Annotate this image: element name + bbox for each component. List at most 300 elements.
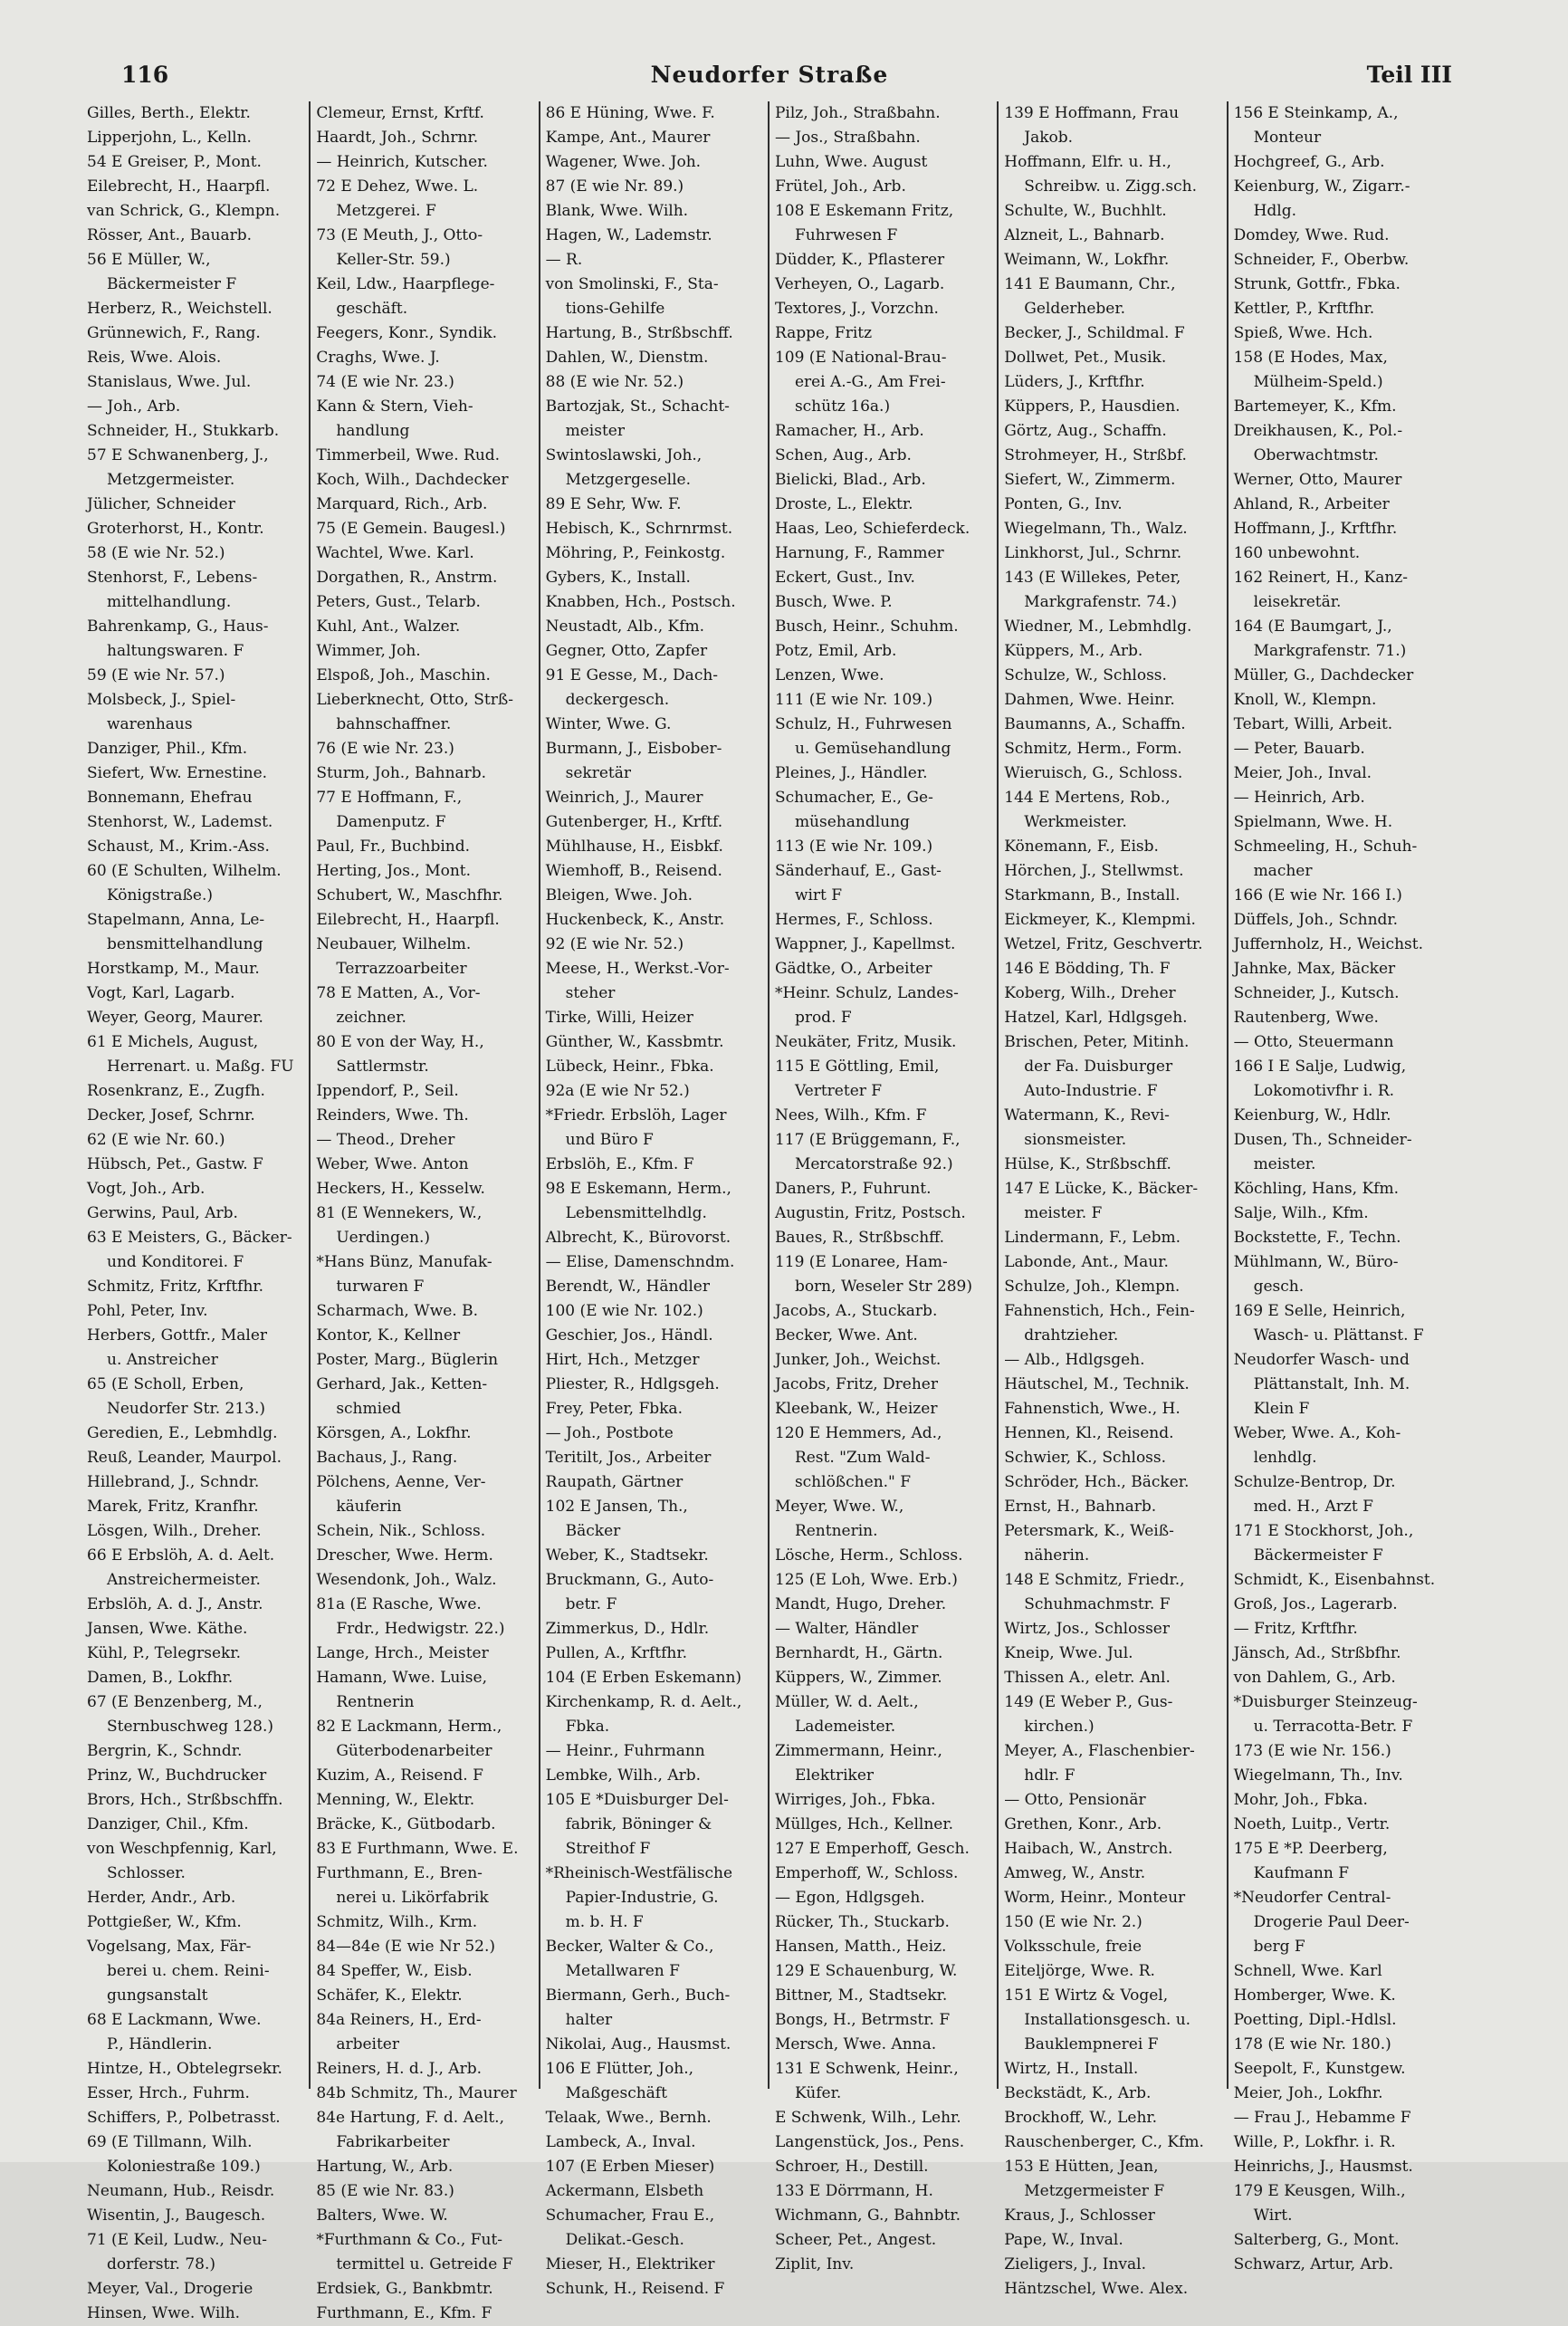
directory-entry-line: Mieser, H., Elektriker bbox=[545, 2255, 715, 2273]
directory-entry-line: 75 (E Gemein. Baugesl.) bbox=[316, 520, 506, 538]
directory-entry-line: Timmerbeil, Wwe. Rud. bbox=[316, 446, 501, 464]
directory-entry-line: Küppers, W., Zimmer. bbox=[774, 1669, 942, 1687]
directory-entry-line: Salterberg, G., Mont. bbox=[1233, 2231, 1400, 2249]
directory-entry-line: 117 (E Brüggemann, F., bbox=[774, 1131, 961, 1149]
directory-entry-line: Hermes, F., Schloss. bbox=[774, 911, 933, 929]
directory-entry-line: dorferstr. 78.) bbox=[107, 2255, 216, 2273]
directory-entry-line: Wirtz, H., Install. bbox=[1004, 2060, 1139, 2078]
directory-entry-line: Frütel, Joh., Arb. bbox=[774, 177, 906, 196]
directory-entry-line: 108 E Eskemann Fritz, bbox=[774, 202, 954, 220]
column-3 bbox=[540, 101, 770, 2298]
directory-entry-line: Baumanns, A., Schaffn. bbox=[1004, 715, 1186, 733]
directory-entry-line: 129 E Schauenburg, W. bbox=[774, 1962, 958, 1980]
directory-entry-line: Nees, Wilh., Kfm. F bbox=[774, 1106, 927, 1125]
directory-entry-line: 62 (E wie Nr. 60.) bbox=[87, 1131, 225, 1149]
directory-entry-line: Bockstette, F., Techn. bbox=[1233, 1229, 1401, 1247]
page-header bbox=[87, 58, 1452, 98]
directory-entry-line: 158 (E Hodes, Max, bbox=[1233, 349, 1388, 367]
directory-entry-line: Wachtel, Wwe. Karl. bbox=[316, 544, 474, 562]
directory-entry-line: Scheer, Pet., Angest. bbox=[774, 2231, 937, 2249]
directory-entry-line: von Dahlem, G., Arb. bbox=[1233, 1669, 1396, 1687]
directory-entry-line: Huckenbeck, K., Anstr. bbox=[545, 911, 725, 929]
directory-entry-line: Meyer, Val., Drogerie bbox=[87, 2280, 253, 2298]
directory-entry-line: Görtz, Aug., Schaffn. bbox=[1004, 422, 1167, 440]
directory-entry-line: deckergesch. bbox=[565, 691, 670, 709]
directory-entry-line: und Büro F bbox=[565, 1131, 654, 1149]
directory-entry-line: Papier-Industrie, G. bbox=[565, 1889, 719, 1907]
directory-entry-line: Burmann, J., Eisbober- bbox=[545, 740, 722, 758]
directory-entry-line: Neudorfer Wasch- und bbox=[1233, 1351, 1410, 1369]
directory-entry-line: Clemeur, Ernst, Krftf. bbox=[316, 104, 484, 122]
directory-entry-line: Ramacher, H., Arb. bbox=[774, 422, 924, 440]
directory-entry-line: haltungswaren. F bbox=[107, 642, 244, 660]
directory-entry-line: Kleebank, W., Heizer bbox=[774, 1400, 938, 1418]
directory-entry-line: betr. F bbox=[565, 1595, 617, 1613]
directory-entry-line: Marquard, Rich., Arb. bbox=[316, 495, 488, 513]
directory-entry-line: Amweg, W., Anstr. bbox=[1004, 1864, 1146, 1882]
directory-entry-line: Schulte, W., Buchhlt. bbox=[1004, 202, 1167, 220]
directory-entry-line: Schröder, Hch., Bäcker. bbox=[1004, 1473, 1190, 1491]
directory-entry-line: Beckstädt, K., Arb. bbox=[1004, 2084, 1152, 2102]
directory-entry-line: Eickmeyer, K., Klempmi. bbox=[1004, 911, 1196, 929]
directory-entry-line: Brischen, Peter, Mitinh. bbox=[1004, 1033, 1190, 1051]
directory-entry-line: Hdlg. bbox=[1253, 202, 1296, 220]
street-title: Neudorfer Straße bbox=[650, 62, 889, 88]
directory-entry-line: Schmidt, K., Eisenbahnst. bbox=[1233, 1571, 1436, 1589]
directory-entry-line: müsehandlung bbox=[794, 813, 910, 831]
directory-entry-line: mittelhandlung. bbox=[107, 593, 232, 611]
directory-entry-line: Tirke, Willi, Heizer bbox=[545, 1009, 693, 1027]
directory-entry-line: Reiners, H. d. J., Arb. bbox=[316, 2060, 482, 2078]
directory-entry-line: Gerwins, Paul, Arb. bbox=[87, 1204, 238, 1222]
directory-entry-line: Spielmann, Wwe. H. bbox=[1233, 813, 1393, 831]
directory-entry-line: drahtzieher. bbox=[1024, 1326, 1119, 1345]
directory-entry-line: Weyer, Georg, Maurer. bbox=[87, 1009, 263, 1027]
directory-entry-line: Gybers, K., Install. bbox=[545, 569, 691, 587]
directory-entry-line: Wappner, J., Kapellmst. bbox=[774, 935, 956, 953]
directory-entry-line: meister bbox=[565, 422, 625, 440]
directory-entry-line: schütz 16a.) bbox=[794, 397, 891, 416]
directory-entry-line: Swintoslawski, Joh., bbox=[545, 446, 703, 464]
directory-entry-line: Herbers, Gottfr., Maler bbox=[87, 1326, 268, 1345]
column-4 bbox=[770, 101, 999, 2273]
directory-entry-line: Kraus, J., Schlosser bbox=[1004, 2206, 1155, 2225]
directory-entry-line: 91 E Gesse, M., Dach- bbox=[545, 666, 719, 684]
directory-entry-line: Vogt, Karl, Lagarb. bbox=[87, 984, 235, 1002]
directory-entry-line: — Fritz, Krftfhr. bbox=[1233, 1620, 1358, 1638]
directory-entry-line: Balters, Wwe. W. bbox=[316, 2206, 448, 2225]
directory-entry-line: Anstreichermeister. bbox=[107, 1571, 261, 1589]
directory-entry-line: lenhdlg. bbox=[1253, 1449, 1317, 1467]
directory-entry-line: Pölchens, Aenne, Ver- bbox=[316, 1473, 486, 1491]
directory-entry-line: Sänderhauf, E., Gast- bbox=[774, 862, 942, 880]
directory-entry-line: Pilz, Joh., Straßbahn. bbox=[774, 104, 941, 122]
directory-entry-line: Bräcke, K., Gütbodarb. bbox=[316, 1815, 496, 1833]
directory-entry-line: Neudorfer Str. 213.) bbox=[107, 1400, 266, 1418]
directory-entry-line: 65 (E Scholl, Erben, bbox=[87, 1375, 244, 1393]
directory-entry-line: Luhn, Wwe. August bbox=[774, 153, 928, 171]
directory-entry-line: 84a Reiners, H., Erd- bbox=[316, 2011, 482, 2029]
directory-entry-line: Groß, Jos., Lagerarb. bbox=[1233, 1595, 1398, 1613]
directory-entry-line: 119 (E Lonaree, Ham- bbox=[774, 1253, 948, 1271]
directory-entry-line: tions-Gehilfe bbox=[565, 300, 665, 318]
directory-entry-line: 67 (E Benzenberg, M., bbox=[87, 1693, 263, 1711]
directory-entry-line: käuferin bbox=[336, 1498, 402, 1516]
directory-entry-line: Zimmerkus, D., Hdlr. bbox=[545, 1620, 710, 1638]
directory-entry-line: Hintze, H., Obtelegrsekr. bbox=[87, 2060, 282, 2078]
directory-entry-line: Könemann, F., Eisb. bbox=[1004, 838, 1159, 856]
directory-entry-line: Werner, Otto, Maurer bbox=[1233, 471, 1402, 489]
directory-entry-line: Wimmer, Joh. bbox=[316, 642, 421, 660]
directory-entry-line: Schnell, Wwe. Karl bbox=[1233, 1962, 1382, 1980]
directory-entry-line: Lokomotivfhr i. R. bbox=[1253, 1082, 1395, 1100]
directory-entry-line: 92 (E wie Nr. 52.) bbox=[545, 935, 684, 953]
directory-entry-line: Neumann, Hub., Reisdr. bbox=[87, 2182, 275, 2200]
directory-entry-line: meister. bbox=[1253, 1155, 1316, 1173]
directory-entry-line: Frey, Peter, Fbka. bbox=[545, 1400, 683, 1418]
directory-entry-line: Ackermann, Elsbeth bbox=[545, 2182, 704, 2200]
directory-entry-line: turwaren F bbox=[336, 1278, 425, 1296]
directory-entry-line: *Hans Bünz, Manufak- bbox=[316, 1253, 492, 1271]
directory-entry-line: Jänsch, Ad., Strßbfhr. bbox=[1233, 1644, 1401, 1662]
directory-entry-line: Müller, G., Dachdecker bbox=[1233, 666, 1414, 684]
directory-entry-line: Wesendonk, Joh., Walz. bbox=[316, 1571, 497, 1589]
directory-entry-line: Reis, Wwe. Alois. bbox=[87, 349, 222, 367]
directory-entry-line: Bäckermeister F bbox=[1253, 1546, 1383, 1565]
directory-entry-line: Kneip, Wwe. Jul. bbox=[1004, 1644, 1133, 1662]
directory-entry-line: Lembke, Wilh., Arb. bbox=[545, 1766, 702, 1785]
directory-entry-line: Müllges, Hch., Kellner. bbox=[774, 1815, 953, 1833]
directory-entry-line: Becker, Wwe. Ant. bbox=[774, 1326, 918, 1345]
directory-entry-line: 151 E Wirtz & Vogel, bbox=[1004, 1986, 1169, 2005]
directory-entry-line: Esser, Hrch., Fuhrm. bbox=[87, 2084, 250, 2102]
directory-entry-line: Kettler, P., Krftfhr. bbox=[1233, 300, 1375, 318]
directory-entry-line: Wiedner, M., Lebmhdlg. bbox=[1004, 617, 1192, 636]
directory-entry-line: E Schwenk, Wilh., Lehr. bbox=[774, 2109, 961, 2127]
directory-entry-line: Pohl, Peter, Inv. bbox=[87, 1302, 208, 1320]
directory-entry-line: Schumacher, Frau E., bbox=[545, 2206, 715, 2225]
directory-entry-line: Eiteljörge, Wwe. R. bbox=[1004, 1962, 1155, 1980]
directory-entry-line: Berendt, W., Händler bbox=[545, 1278, 710, 1296]
directory-entry-line: Bauklempnerei F bbox=[1024, 2035, 1159, 2053]
directory-entry-line: Ponten, G., Inv. bbox=[1004, 495, 1123, 513]
directory-entry-line: — Joh., Postbote bbox=[545, 1424, 674, 1442]
directory-entry-line: sekretär bbox=[565, 764, 631, 782]
directory-entry-line: 149 (E Weber P., Gus- bbox=[1004, 1693, 1173, 1711]
directory-entry-line: Heckers, H., Kesselw. bbox=[316, 1180, 485, 1198]
directory-entry-line: Wiegelmann, Th., Walz. bbox=[1004, 520, 1188, 538]
directory-entry-line: Keil, Ldw., Haarpflege- bbox=[316, 275, 495, 293]
directory-entry-line: Vogelsang, Max, Fär- bbox=[87, 1938, 252, 1956]
directory-entry-line: Stenhorst, W., Lademst. bbox=[87, 813, 273, 831]
directory-entry-line: Ahland, R., Arbeiter bbox=[1233, 495, 1390, 513]
directory-entry-line: Wieruisch, G., Schloss. bbox=[1004, 764, 1183, 782]
directory-entry-line: Eilebrecht, H., Haarpfl. bbox=[87, 177, 271, 196]
directory-entry-line: von Smolinski, F., Sta- bbox=[545, 275, 719, 293]
directory-entry-line: 68 E Lackmann, Wwe. bbox=[87, 2011, 262, 2029]
directory-entry-line: Groterhorst, H., Kontr. bbox=[87, 520, 264, 538]
directory-entry-line: Tebart, Willi, Arbeit. bbox=[1233, 715, 1393, 733]
directory-entry-line: Lademeister. bbox=[794, 1718, 896, 1736]
directory-entry-line: Neukäter, Fritz, Musik. bbox=[774, 1033, 957, 1051]
directory-entry-line: Möhring, P., Feinkostg. bbox=[545, 544, 726, 562]
directory-entry-line: Kuzim, A., Reisend. F bbox=[316, 1766, 483, 1785]
directory-entry-line: Dollwet, Pet., Musik. bbox=[1004, 349, 1167, 367]
directory-entry-line: Meyer, A., Flaschenbier- bbox=[1004, 1742, 1195, 1760]
directory-entry-line: Hoffmann, J., Krftfhr. bbox=[1233, 520, 1398, 538]
directory-entry-line: Hoffmann, Elfr. u. H., bbox=[1004, 153, 1171, 171]
directory-entry-line: Lübeck, Heinr., Fbka. bbox=[545, 1058, 714, 1076]
directory-entry-line: — Theod., Dreher bbox=[316, 1131, 455, 1149]
directory-entry-line: Wirt. bbox=[1253, 2206, 1293, 2225]
directory-entry-line: 76 (E wie Nr. 23.) bbox=[316, 740, 454, 758]
directory-entry-line: halter bbox=[565, 2011, 613, 2029]
directory-entry-line: Kühl, P., Telegrsekr. bbox=[87, 1644, 242, 1662]
directory-entry-line: Geschier, Jos., Händl. bbox=[545, 1326, 713, 1345]
directory-entry-line: Spieß, Wwe. Hch. bbox=[1233, 324, 1373, 342]
directory-entry-line: Knabben, Hch., Postsch. bbox=[545, 593, 736, 611]
directory-entry-line: Schneider, H., Stukkarb. bbox=[87, 422, 280, 440]
directory-entry-line: Terrazzoarbeiter bbox=[336, 960, 467, 978]
directory-entry-line: — Jos., Straßbahn. bbox=[774, 129, 921, 147]
directory-entry-line: 77 E Hoffmann, F., bbox=[316, 789, 463, 807]
directory-entry-line: Haas, Leo, Schieferdeck. bbox=[774, 520, 970, 538]
directory-entry-line: Scharmach, Wwe. B. bbox=[316, 1302, 479, 1320]
directory-entry-line: Stapelmann, Anna, Le- bbox=[87, 911, 265, 929]
directory-entry-line: Siefert, W., Zimmerm. bbox=[1004, 471, 1176, 489]
directory-entry-line: Jansen, Wwe. Käthe. bbox=[87, 1620, 248, 1638]
directory-entry-line: Lipperjohn, L., Kelln. bbox=[87, 129, 252, 147]
directory-entry-line: bensmittelhandlung bbox=[107, 935, 263, 953]
directory-entry-line: Metzgermeister F bbox=[1024, 2182, 1165, 2200]
directory-entry-line: — Alb., Hdlgsgeh. bbox=[1004, 1351, 1145, 1369]
directory-entry-line: Ernst, H., Bahnarb. bbox=[1004, 1498, 1157, 1516]
directory-entry-line: 150 (E wie Nr. 2.) bbox=[1004, 1913, 1143, 1931]
directory-entry-line: 127 E Emperhoff, Gesch. bbox=[774, 1840, 970, 1858]
directory-entry-line: Fahnenstich, Wwe., H. bbox=[1004, 1400, 1181, 1418]
directory-entry-line: Häntzschel, Wwe. Alex. bbox=[1004, 2280, 1189, 2298]
directory-entry-line: 81a (E Rasche, Wwe. bbox=[316, 1595, 482, 1613]
directory-entry-line: Erdsiek, G., Bankbmtr. bbox=[316, 2280, 493, 2298]
page-number: 116 bbox=[121, 62, 169, 88]
directory-entry-line: — Joh., Arb. bbox=[87, 397, 181, 416]
directory-entry-line: Bahrenkamp, G., Haus- bbox=[87, 617, 269, 636]
directory-entry-line: Schaust, M., Krim.-Ass. bbox=[87, 838, 270, 856]
directory-entry-line: Zimmermann, Heinr., bbox=[774, 1742, 942, 1760]
directory-entry-line: Gilles, Berth., Elektr. bbox=[87, 104, 251, 122]
directory-entry-line: 84—84e (E wie Nr 52.) bbox=[316, 1938, 496, 1956]
directory-entry-line: macher bbox=[1253, 862, 1313, 880]
directory-entry-line: Brors, Hch., Strßbschffn. bbox=[87, 1791, 283, 1809]
directory-entry-line: Bergrin, K., Schndr. bbox=[87, 1742, 243, 1760]
directory-entry-line: handlung bbox=[336, 422, 410, 440]
directory-entry-line: Fuhrwesen F bbox=[794, 226, 898, 244]
directory-entry-line: P., Händlerin. bbox=[107, 2035, 213, 2053]
directory-entry-line: Homberger, Wwe. K. bbox=[1233, 1986, 1396, 2005]
directory-entry-line: Lieberknecht, Otto, Strß- bbox=[316, 691, 513, 709]
directory-entry-line: Neustadt, Alb., Kfm. bbox=[545, 617, 705, 636]
directory-entry-line: Gegner, Otto, Zapfer bbox=[545, 642, 708, 660]
directory-entry-line: Wisentin, J., Baugesch. bbox=[87, 2206, 266, 2225]
directory-entry-line: 164 (E Baumgart, J., bbox=[1233, 617, 1392, 636]
directory-entry-line: Uerdingen.) bbox=[336, 1229, 431, 1247]
directory-entry-line: Rautenberg, Wwe. bbox=[1233, 1009, 1379, 1027]
directory-entry-line: Domdey, Wwe. Rud. bbox=[1233, 226, 1390, 244]
directory-entry-line: — Heinrich, Kutscher. bbox=[316, 153, 488, 171]
directory-entry-line: Furthmann, E., Kfm. F bbox=[316, 2304, 492, 2322]
directory-entry-line: Meier, Joh., Lokfhr. bbox=[1233, 2084, 1383, 2102]
directory-entry-line: 56 E Müller, W., bbox=[87, 251, 211, 269]
directory-entry-line: Haibach, W., Anstrch. bbox=[1004, 1840, 1173, 1858]
directory-entry-line: van Schrick, G., Klempn. bbox=[87, 202, 281, 220]
directory-entry-line: born, Weseler Str 289) bbox=[794, 1278, 972, 1296]
directory-entry-line: 80 E von der Way, H., bbox=[316, 1033, 484, 1051]
directory-entry-line: Pottgießer, W., Kfm. bbox=[87, 1913, 242, 1931]
directory-entry-line: 84e Hartung, F. d. Aelt., bbox=[316, 2109, 504, 2127]
directory-entry-line: 92a (E wie Nr 52.) bbox=[545, 1082, 690, 1100]
directory-entry-line: 148 E Schmitz, Friedr., bbox=[1004, 1571, 1185, 1589]
directory-entry-line: termittel u. Getreide F bbox=[336, 2255, 513, 2273]
directory-entry-line: Koch, Wilh., Dachdecker bbox=[316, 471, 509, 489]
directory-entry-line: Bäckermeister F bbox=[107, 275, 237, 293]
directory-entry-line: Schulze-Bentrop, Dr. bbox=[1233, 1473, 1396, 1491]
directory-entry-line: Metzgergeselle. bbox=[565, 471, 692, 489]
directory-entry-line: Metzgerei. F bbox=[336, 202, 436, 220]
directory-entry-line: 160 unbewohnt. bbox=[1233, 544, 1361, 562]
directory-entry-line: Jacobs, Fritz, Dreher bbox=[774, 1375, 938, 1393]
directory-entry-line: 109 (E National-Brau- bbox=[774, 349, 947, 367]
directory-entry-line: Bachaus, J., Rang. bbox=[316, 1449, 458, 1467]
directory-entry-line: Meese, H., Werkst.-Vor- bbox=[545, 960, 730, 978]
directory-entry-line: 54 E Greiser, P., Mont. bbox=[87, 153, 262, 171]
directory-entry-line: Wiegelmann, Th., Inv. bbox=[1233, 1766, 1403, 1785]
directory-entry-line: kirchen.) bbox=[1024, 1718, 1095, 1736]
directory-entry-line: 111 (E wie Nr. 109.) bbox=[774, 691, 933, 709]
directory-entry-line: Langenstück, Jos., Pens. bbox=[774, 2133, 965, 2151]
directory-entry-line: — Frau J., Hebamme F bbox=[1233, 2109, 1411, 2127]
directory-entry-line: Hochgreef, G., Arb. bbox=[1233, 153, 1385, 171]
directory-entry-line: Kampe, Ant., Maurer bbox=[545, 129, 711, 147]
directory-entry-line: *Duisburger Steinzeug- bbox=[1233, 1693, 1418, 1711]
directory-entry-line: der Fa. Duisburger bbox=[1024, 1058, 1173, 1076]
directory-entry-line: Stanislaus, Wwe. Jul. bbox=[87, 373, 252, 391]
directory-entry-line: Ippendorf, P., Seil. bbox=[316, 1082, 459, 1100]
directory-entry-line: Koberg, Wilh., Dreher bbox=[1004, 984, 1176, 1002]
part-label: Teil III bbox=[1366, 62, 1452, 88]
directory-entry-line: Keienburg, W., Zigarr.- bbox=[1233, 177, 1410, 196]
directory-entry-line: Geredien, E., Lebmhdlg. bbox=[87, 1424, 278, 1442]
directory-entry-line: Schulze, Joh., Klempn. bbox=[1004, 1278, 1181, 1296]
directory-entry-line: Hübsch, Pet., Gastw. F bbox=[87, 1155, 263, 1173]
directory-entry-line: Gelderheber. bbox=[1024, 300, 1126, 318]
directory-entry-line: Decker, Josef, Schrnr. bbox=[87, 1106, 255, 1125]
directory-entry-line: Daners, P., Fuhrunt. bbox=[774, 1180, 932, 1198]
directory-entry-line: Juffernholz, H., Weichst. bbox=[1233, 935, 1423, 953]
directory-entry-line: Metallwaren F bbox=[565, 1962, 680, 1980]
directory-entry-line: 156 E Steinkamp, A., bbox=[1233, 104, 1399, 122]
directory-entry-line: Potz, Emil, Arb. bbox=[774, 642, 897, 660]
directory-entry-line: Oberwachtmstr. bbox=[1253, 446, 1379, 464]
directory-entry-line: 105 E *Duisburger Del- bbox=[545, 1791, 729, 1809]
directory-entry-line: Pape, W., Inval. bbox=[1004, 2231, 1123, 2249]
directory-entry-line: steher bbox=[565, 984, 616, 1002]
directory-entry-line: fabrik, Böninger & bbox=[565, 1815, 712, 1833]
directory-entry-line: 58 (E wie Nr. 52.) bbox=[87, 544, 225, 562]
directory-entry-line: 87 (E wie Nr. 89.) bbox=[545, 177, 684, 196]
directory-entry-line: Weinrich, J., Maurer bbox=[545, 789, 703, 807]
directory-entry-line: Watermann, K., Revi- bbox=[1004, 1106, 1170, 1125]
directory-entry-line: Schneider, F., Oberbw. bbox=[1233, 251, 1410, 269]
directory-entry-line: Erbslöh, A. d. J., Anstr. bbox=[87, 1595, 263, 1613]
directory-entry-line: 166 I E Salje, Ludwig, bbox=[1233, 1058, 1407, 1076]
directory-entry-line: 74 (E wie Nr. 23.) bbox=[316, 373, 454, 391]
directory-entry-line: wirt F bbox=[794, 886, 843, 905]
directory-entry-line: 82 E Lackmann, Herm., bbox=[316, 1718, 502, 1736]
column-6 bbox=[1229, 101, 1458, 2273]
directory-entry-line: Droste, L., Elektr. bbox=[774, 495, 913, 513]
directory-entry-line: Zieligers, J., Inval. bbox=[1004, 2255, 1146, 2273]
directory-entry-line: Damen, B., Lokfhr. bbox=[87, 1669, 234, 1687]
directory-entry-line: Schroer, H., Destill. bbox=[774, 2158, 929, 2176]
directory-entry-line: Herting, Jos., Mont. bbox=[316, 862, 472, 880]
directory-entry-line: Weber, K., Stadtsekr. bbox=[545, 1546, 709, 1565]
directory-entry-line: Baues, R., Strßbschff. bbox=[774, 1229, 945, 1247]
directory-entry-line: Delikat.-Gesch. bbox=[565, 2231, 684, 2249]
directory-entry-line: sionsmeister. bbox=[1024, 1131, 1127, 1149]
directory-entry-line: 102 E Jansen, Th., bbox=[545, 1498, 688, 1516]
directory-entry-line: Kann & Stern, Vieh- bbox=[316, 397, 473, 416]
directory-entry-line: 125 (E Loh, Wwe. Erb.) bbox=[774, 1571, 958, 1589]
directory-entry-line: schlößchen." F bbox=[794, 1473, 912, 1491]
directory-entry-line: Hatzel, Karl, Hdlgsgeh. bbox=[1004, 1009, 1188, 1027]
directory-entry-line: Elektriker bbox=[794, 1766, 875, 1785]
directory-entry-line: Fahnenstich, Hch., Fein- bbox=[1004, 1302, 1195, 1320]
directory-entry-line: Rösser, Ant., Bauarb. bbox=[87, 226, 253, 244]
directory-entry-line: Schwarz, Artur, Arb. bbox=[1233, 2255, 1394, 2273]
directory-entry-line: berg F bbox=[1253, 1938, 1305, 1956]
directory-entry-line: Jülicher, Schneider bbox=[87, 495, 235, 513]
directory-entry-line: Poster, Marg., Büglerin bbox=[316, 1351, 499, 1369]
directory-entry-line: Schubert, W., Maschfhr. bbox=[316, 886, 503, 905]
directory-entry-line: Fbka. bbox=[565, 1718, 610, 1736]
directory-entry-line: Feegers, Konr., Syndik. bbox=[316, 324, 498, 342]
directory-entry-line: Schumacher, E., Ge- bbox=[774, 789, 933, 807]
directory-entry-line: *Neudorfer Central- bbox=[1233, 1889, 1391, 1907]
directory-entry-line: Königstraße.) bbox=[107, 886, 214, 905]
directory-entry-line: Drescher, Wwe. Herm. bbox=[316, 1546, 493, 1565]
directory-entry-line: 166 (E wie Nr. 166 I.) bbox=[1233, 886, 1402, 905]
directory-entry-line: Wirtz, Jos., Schlosser bbox=[1004, 1620, 1170, 1638]
directory-entry-line: Meier, Joh., Inval. bbox=[1233, 764, 1372, 782]
directory-entry-line: Klein F bbox=[1253, 1400, 1310, 1418]
directory-entry-line: Weimann, W., Lokfhr. bbox=[1004, 251, 1170, 269]
directory-entry-line: Lenzen, Wwe. bbox=[774, 666, 884, 684]
directory-entry-line: Teritilt, Jos., Arbeiter bbox=[545, 1449, 712, 1467]
directory-entry-line: Küppers, M., Arb. bbox=[1004, 642, 1143, 660]
directory-entry-line: Augustin, Fritz, Postsch. bbox=[774, 1204, 966, 1222]
directory-entry-line: Rauschenberger, C., Kfm. bbox=[1004, 2133, 1204, 2151]
directory-entry-line: Menning, W., Elektr. bbox=[316, 1791, 475, 1809]
directory-entry-line: Siefert, Ww. Ernestine. bbox=[87, 764, 268, 782]
directory-entry-line: Kuhl, Ant., Walzer. bbox=[316, 617, 461, 636]
directory-entry-line: — Heinr., Fuhrmann bbox=[545, 1742, 705, 1760]
directory-entry-line: Hamann, Wwe. Luise, bbox=[316, 1669, 487, 1687]
directory-entry-line: Meyer, Wwe. W., bbox=[774, 1498, 904, 1516]
directory-entry-line: 63 E Meisters, G., Bäcker- bbox=[87, 1229, 292, 1247]
directory-entry-line: Markgrafenstr. 74.) bbox=[1024, 593, 1177, 611]
directory-entry-line: 57 E Schwanenberg, J., bbox=[87, 446, 269, 464]
directory-entry-line: Petersmark, K., Weiß- bbox=[1004, 1522, 1174, 1540]
